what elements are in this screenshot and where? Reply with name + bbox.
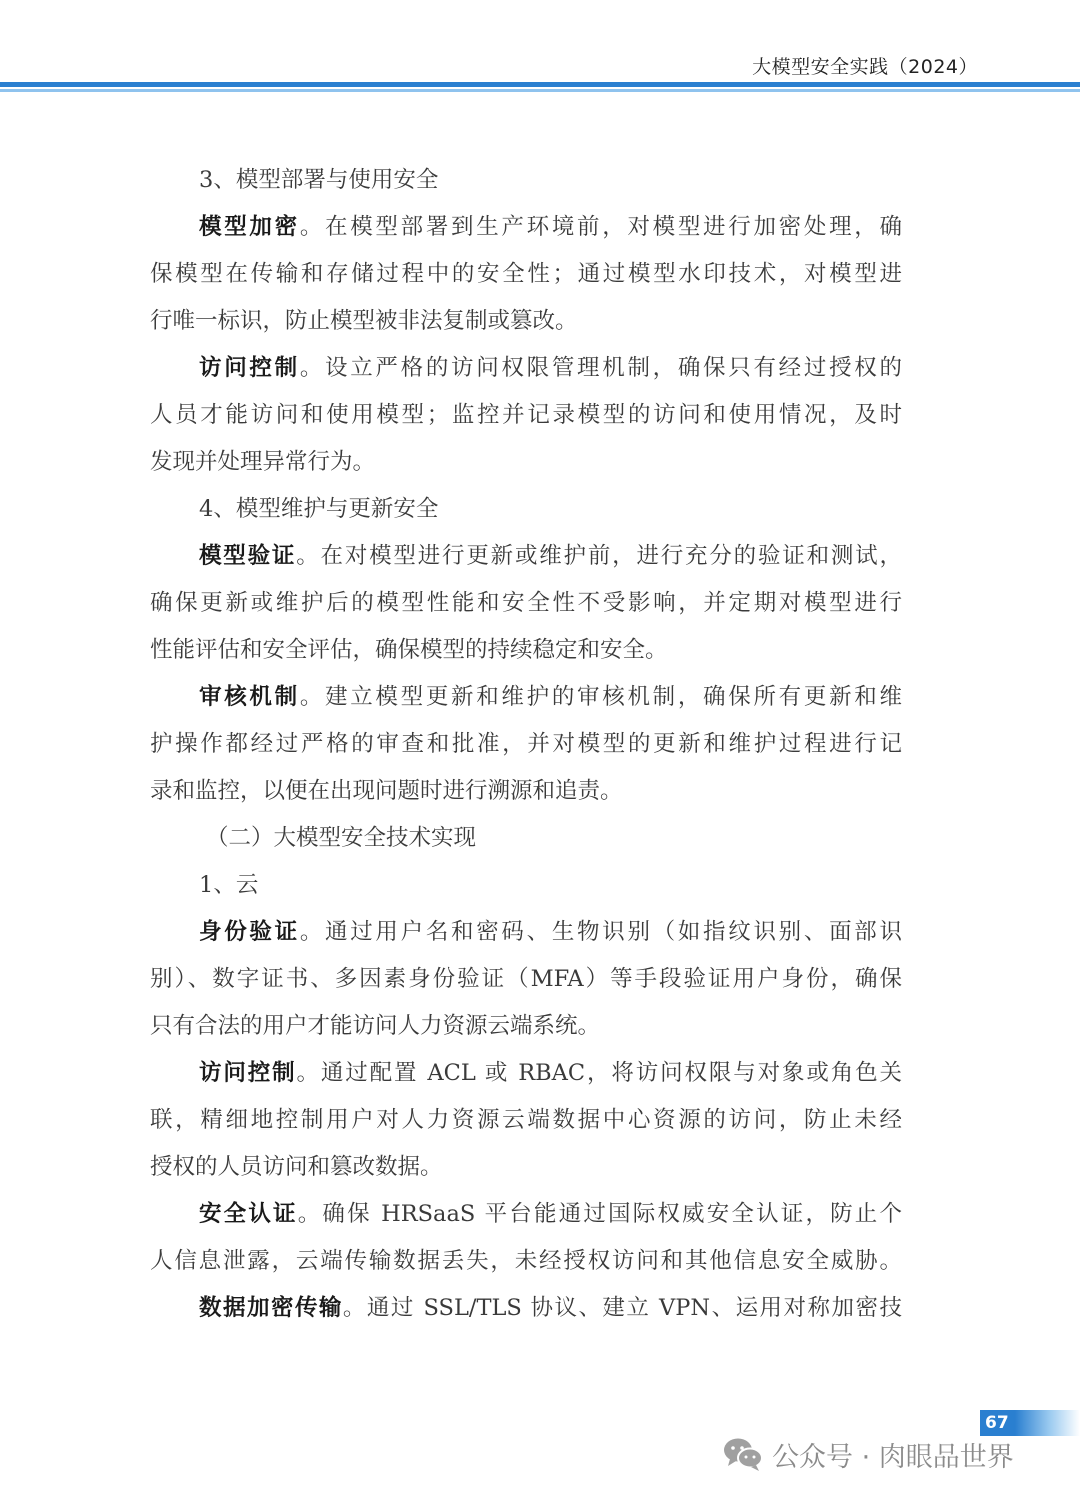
paragraph-keyword: 数据加密传输: [199, 1295, 343, 1321]
watermark: [722, 1432, 1014, 1476]
paragraph-line: 人信息泄露，云端传输数据丢失，未经授权访问和其他信息安全威胁。: [150, 1248, 902, 1274]
paragraph-line: 身份验证。通过用户名和密码、生物识别（如指纹识别、面部识: [199, 919, 902, 945]
paragraph-line: 访问控制。通过配置 ACL 或 RBAC，将访问权限与对象或角色关: [199, 1060, 902, 1086]
paragraph-keyword: 访问控制: [199, 355, 300, 381]
paragraph-line: 录和监控，以便在出现问题时进行溯源和追责。: [150, 778, 623, 804]
paragraph-line: 数据加密传输。通过 SSL/TLS 协议、建立 VPN、运用对称加密技: [199, 1295, 902, 1321]
paragraph-line: 确保更新或维护后的模型性能和安全性不受影响，并定期对模型进行: [150, 590, 902, 616]
section-heading: （二）大模型安全技术实现: [206, 825, 477, 851]
header-rule: [0, 82, 1080, 87]
paragraph-line: 联，精细地控制用户对人力资源云端数据中心资源的访问，防止未经: [150, 1107, 902, 1133]
page-number: 67: [985, 1413, 1009, 1433]
paragraph-line: 行唯一标识，防止模型被非法复制或篡改。: [150, 308, 578, 334]
paragraph-keyword: 模型加密: [199, 214, 300, 240]
paragraph-line: 审核机制。建立模型更新和维护的审核机制，确保所有更新和维: [199, 684, 902, 710]
header-title: 大模型安全实践（2024）: [752, 56, 978, 78]
paragraph-line: 别）、数字证书、多因素身份验证（MFA）等手段验证用户身份，确保: [150, 966, 902, 992]
paragraph-line: 访问控制。设立严格的访问权限管理机制，确保只有经过授权的: [199, 355, 902, 381]
section-heading: 3、模型部署与使用安全: [199, 167, 439, 193]
paragraph-line: 只有合法的用户才能访问人力资源云端系统。: [150, 1013, 601, 1039]
paragraph-line: 性能评估和安全评估，确保模型的持续稳定和安全。: [150, 637, 668, 663]
section-heading: 4、模型维护与更新安全: [199, 496, 439, 522]
paragraph-line: 模型加密。在模型部署到生产环境前，对模型进行加密处理，确: [199, 214, 902, 240]
paragraph-keyword: 访问控制: [199, 1060, 297, 1086]
paragraph-line: 发现并处理异常行为。: [150, 449, 376, 475]
paragraph-line: 保模型在传输和存储过程中的安全性；通过模型水印技术，对模型进: [150, 261, 902, 287]
paragraph-line: 安全认证。确保 HRSaaS 平台能通过国际权威安全认证，防止个: [199, 1201, 902, 1227]
paragraph-line: 人员才能访问和使用模型；监控并记录模型的访问和使用情况，及时: [150, 402, 902, 428]
header-rule-light: [0, 89, 1080, 92]
paragraph-line: 授权的人员访问和篡改数据。: [150, 1154, 443, 1180]
document-body: [150, 157, 902, 1332]
section-heading: 1、云: [199, 872, 259, 898]
watermark-text: 公众号 · 肉眼品世界: [772, 1441, 1014, 1473]
paragraph-line: 护操作都经过严格的审查和批准，并对模型的更新和维护过程进行记: [150, 731, 902, 757]
wechat-icon: [722, 1436, 764, 1472]
paragraph-line: 模型验证。在对模型进行更新或维护前，进行充分的验证和测试，: [199, 543, 902, 569]
paragraph-keyword: 身份验证: [199, 919, 300, 945]
paragraph-keyword: 审核机制: [199, 684, 300, 710]
paragraph-keyword: 安全认证: [199, 1201, 298, 1227]
paragraph-keyword: 模型验证: [199, 543, 297, 569]
